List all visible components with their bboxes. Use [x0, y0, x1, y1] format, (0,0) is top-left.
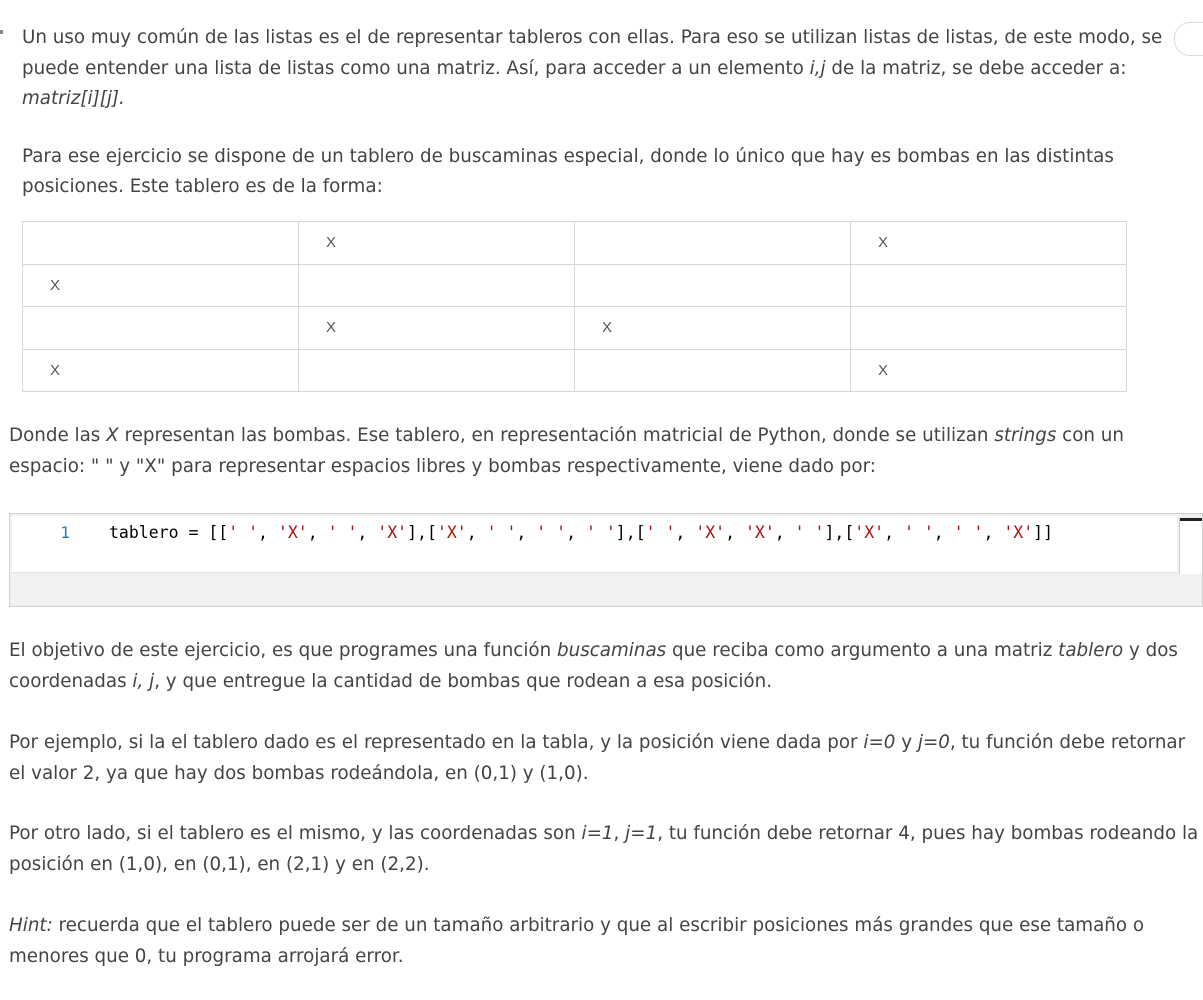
code-string-token: ' '	[953, 523, 984, 542]
code-string-token: ' '	[585, 523, 616, 542]
code-punctuation-token: ,	[725, 523, 745, 542]
board-cell	[851, 264, 1127, 307]
side-toggle-button[interactable]	[1174, 22, 1203, 56]
code-string-token: ' '	[903, 523, 934, 542]
board-cell: X	[299, 307, 575, 350]
board-cell	[851, 307, 1127, 350]
minesweeper-board-table	[22, 221, 1127, 392]
board-cell	[575, 264, 851, 307]
code-string-token: 'X'	[1003, 523, 1034, 542]
board-cell	[575, 222, 851, 265]
board-cell: X	[299, 222, 575, 265]
code-punctuation-token: ],	[407, 523, 427, 542]
code-punctuation-token: ,	[675, 523, 696, 542]
code-punctuation-token: ,	[258, 523, 278, 542]
code-punctuation-token: [	[426, 523, 437, 542]
board-row	[23, 349, 1127, 392]
code-string-token: ' '	[536, 523, 567, 542]
code-list-literal	[208, 523, 1053, 542]
board-row	[23, 307, 1127, 350]
intro-paragraph-2: Para ese ejercicio se dispone de un tablero de buscaminas especial, donde lo único que hay es bombas en las distintas posiciones. Este tablero es de la forma:	[22, 145, 1114, 197]
code-punctuation-token: ,[	[625, 523, 646, 542]
code-string-token: ' '	[486, 523, 517, 542]
code-punctuation-token: ]]	[1033, 523, 1054, 542]
code-string-token: 'X'	[277, 523, 308, 542]
board-cell: X	[23, 349, 299, 392]
code-punctuation-token: ,	[933, 523, 954, 542]
code-string-token: 'X'	[744, 523, 775, 542]
board-cell	[299, 264, 575, 307]
hint-paragraph: Hint: recuerda que el tablero puede ser de un tamaño arbitrario y que al escribir posiciones más grandes que ese tamaño o menores que 0, tu programa arrojará error.	[9, 915, 1145, 967]
board-cell	[23, 307, 299, 350]
code-string-token: ' '	[794, 523, 825, 542]
code-operator: =	[178, 523, 209, 542]
code-punctuation-token: ,	[983, 523, 1004, 542]
code-punctuation-token: ,	[884, 523, 904, 542]
intro-paragraph-1: Un uso muy común de las listas es el de representar tableros con ellas. Para eso se utilizan listas de listas, de este modo, se puede entender una lista de listas como una matriz. Así, para acceder a un elemento i,j de la matriz, se debe acceder a: matriz[i][j].	[22, 27, 1163, 109]
board-cell: X	[23, 264, 299, 307]
code-string-token: ' '	[327, 523, 358, 542]
board-description-paragraph: Donde las X representan las bombas. Ese tablero, en representación matricial de Python, donde se utilizan strings con un espacio: " " y "X" para representar espacios libres y bombas respectivamente, viene dado por:	[9, 425, 1124, 477]
code-string-token: 'X'	[854, 523, 885, 542]
code-string-token: 'X'	[377, 523, 408, 542]
board-cell: X	[851, 349, 1127, 392]
code-string-token: ' '	[645, 523, 676, 542]
example-1-paragraph: Por ejemplo, si la el tablero dado es el representado en la tabla, y la posición viene dada por i=0 y j=0, tu función debe retornar el valor 2, ya que hay dos bombas rodeándola, en (0,1) y (1,0).	[9, 732, 1186, 784]
board-cell	[299, 349, 575, 392]
code-editor[interactable]	[9, 513, 1203, 607]
board-row	[23, 264, 1127, 307]
code-punctuation-token: ,	[466, 523, 487, 542]
code-punctuation-token: [[	[208, 523, 229, 542]
code-punctuation-token: ,	[516, 523, 537, 542]
code-string-token: 'X'	[695, 523, 726, 542]
code-string-token: 'X'	[436, 523, 467, 542]
code-punctuation-token: ,	[566, 523, 586, 542]
code-variable: tablero	[109, 523, 179, 542]
code-punctuation-token: ,	[357, 523, 378, 542]
code-punctuation-token: ]	[615, 523, 626, 542]
code-punctuation-token: ,	[307, 523, 328, 542]
board-cell: X	[575, 307, 851, 350]
intro-section	[22, 23, 1172, 203]
line-number-gutter: 1	[60, 523, 70, 542]
example-2-paragraph: Por otro lado, si el tablero es el mismo, y las coordenadas son i=1, j=1, tu función debe retornar 4, pues hay bombas rodeando la posición en (1,0), en (0,1), en (2,1) y en (2,2).	[9, 823, 1199, 875]
objective-paragraph: El objetivo de este ejercicio, es que programes una función buscaminas que reciba como argumento a una matriz tablero y dos coordenadas i, j, y que entregue la cantidad de bombas que rodean a esa posición.	[9, 640, 1178, 692]
board-cell	[23, 222, 299, 265]
code-punctuation-token: ,	[774, 523, 795, 542]
code-text[interactable]	[109, 523, 1053, 542]
code-punctuation-token: ],[	[824, 523, 855, 542]
board-cell	[575, 349, 851, 392]
code-line[interactable]	[12, 516, 1177, 573]
board-row	[23, 222, 1127, 265]
horizontal-scrollbar[interactable]	[1179, 518, 1202, 574]
list-bullet	[0, 30, 3, 34]
code-string-token: ' '	[228, 523, 259, 542]
board-cell: X	[851, 222, 1127, 265]
